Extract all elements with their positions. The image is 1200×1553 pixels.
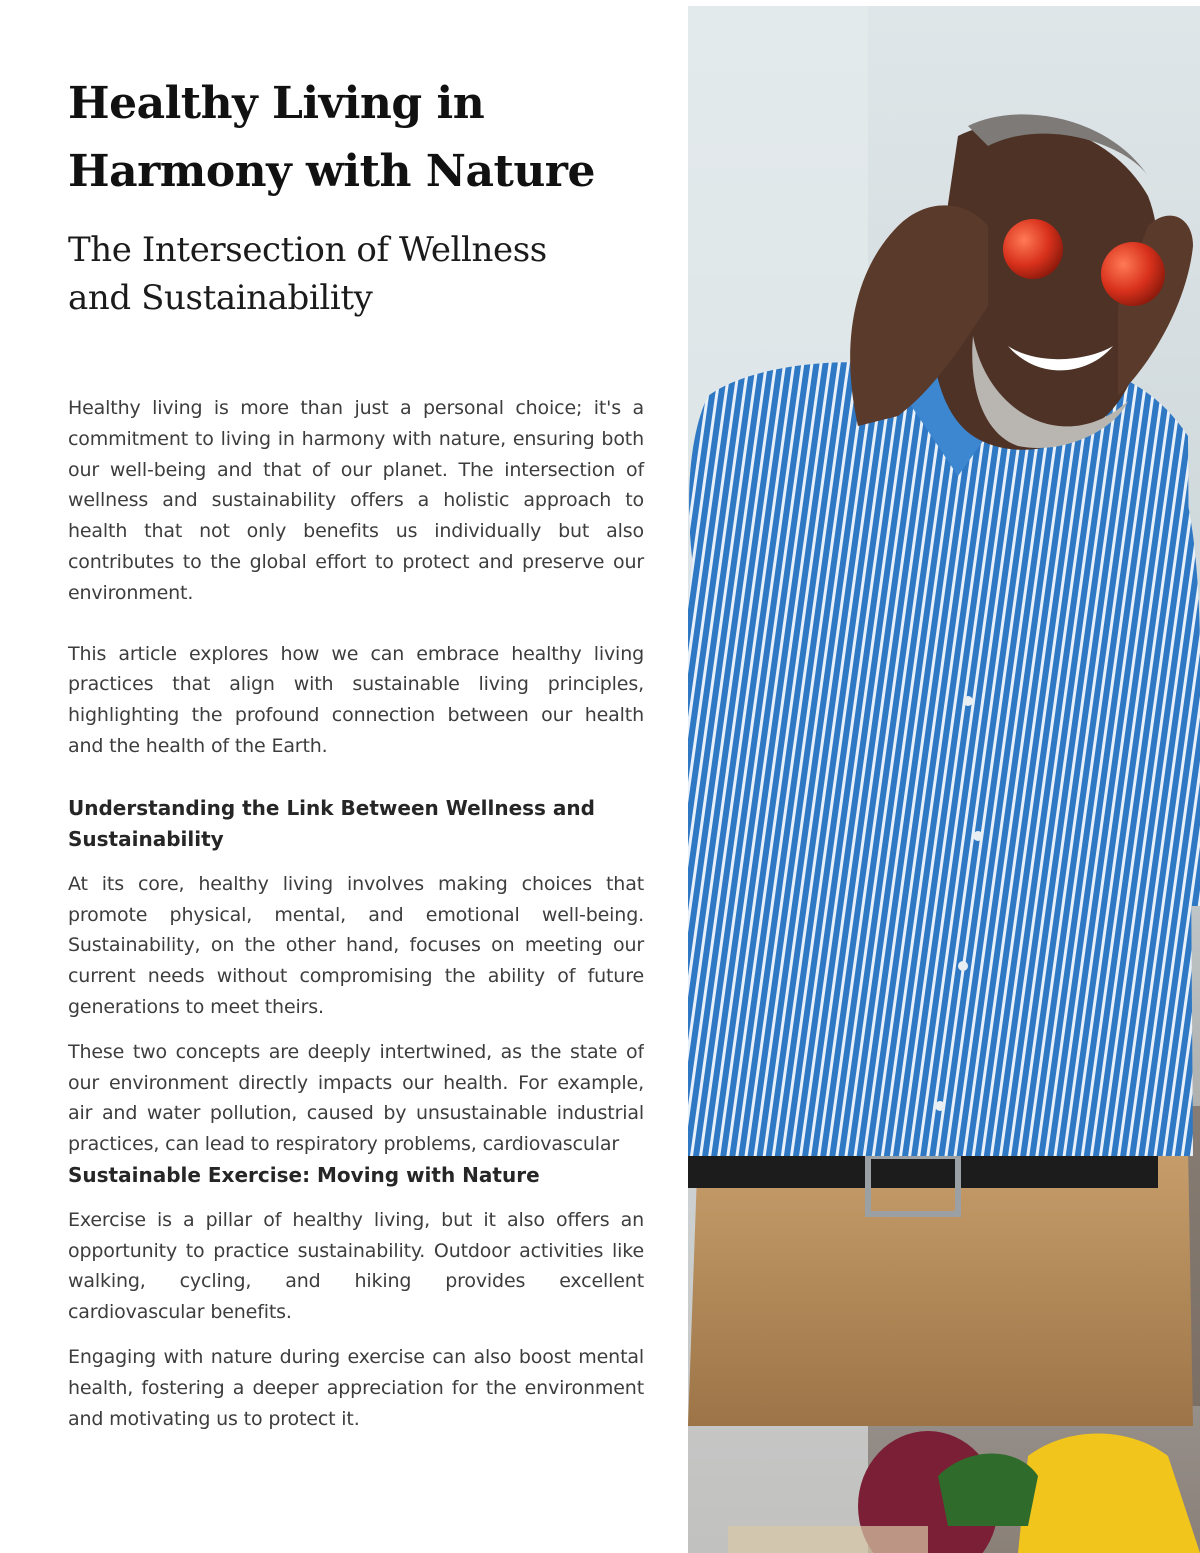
page-title (68, 70, 644, 206)
article-text-column (68, 70, 644, 1434)
exercise-paragraph: Exercise is a pillar of healthy living, but it also offers an opportunity to practice sustainability. Outdoor activities like walking, cycling, and hiking provides excellent cardiovascular benefits. (68, 1208, 644, 1324)
nature-exercise-paragraph: Engaging with nature during exercise can also boost mental health, fostering a deeper appreciation for the environment and motivating us to protect it. (68, 1345, 644, 1430)
title-line-2: Harmony with Nature (68, 146, 595, 197)
intertwined-concepts-paragraph: These two concepts are deeply intertwined, as the state of our environment directly impacts our health. For example, air and water pollution, caused by unsustainable industrial practices, can lead to respiratory problems, cardiovascular (68, 1040, 644, 1156)
page-subtitle (68, 226, 644, 322)
intro-paragraph: Healthy living is more than just a personal choice; it's a commitment to living in harmony with nature, ensuring both our well-being and that of our planet. The intersection of wellness and sustainability offers a holistic approach to health that not only benefits us individually but also contributes to the global effort to protect and preserve our environment. (68, 397, 644, 604)
subtitle-line-1: The Intersection of Wellness (68, 230, 547, 270)
man-with-tomatoes-photo (688, 6, 1200, 1553)
section-heading-sustainable-exercise: Sustainable Exercise: Moving with Nature (68, 1162, 540, 1187)
title-line-1: Healthy Living in (68, 78, 485, 129)
article-scope-paragraph: This article explores how we can embrace healthy living practices that align with sustainable living principles, highlighting the profound connection between our health and the health of the Earth. (68, 642, 644, 757)
subtitle-line-2: and Sustainability (68, 278, 373, 318)
section-heading-wellness-sustainability-link: Understanding the Link Between Wellness and Sustainability (68, 795, 595, 851)
core-definition-paragraph: At its core, healthy living involves making choices that promote physical, mental, and emotional well-being. Sustainability, on the other hand, focuses on meeting our current needs without compromising the ability of future generations to meet theirs. (68, 872, 644, 1018)
